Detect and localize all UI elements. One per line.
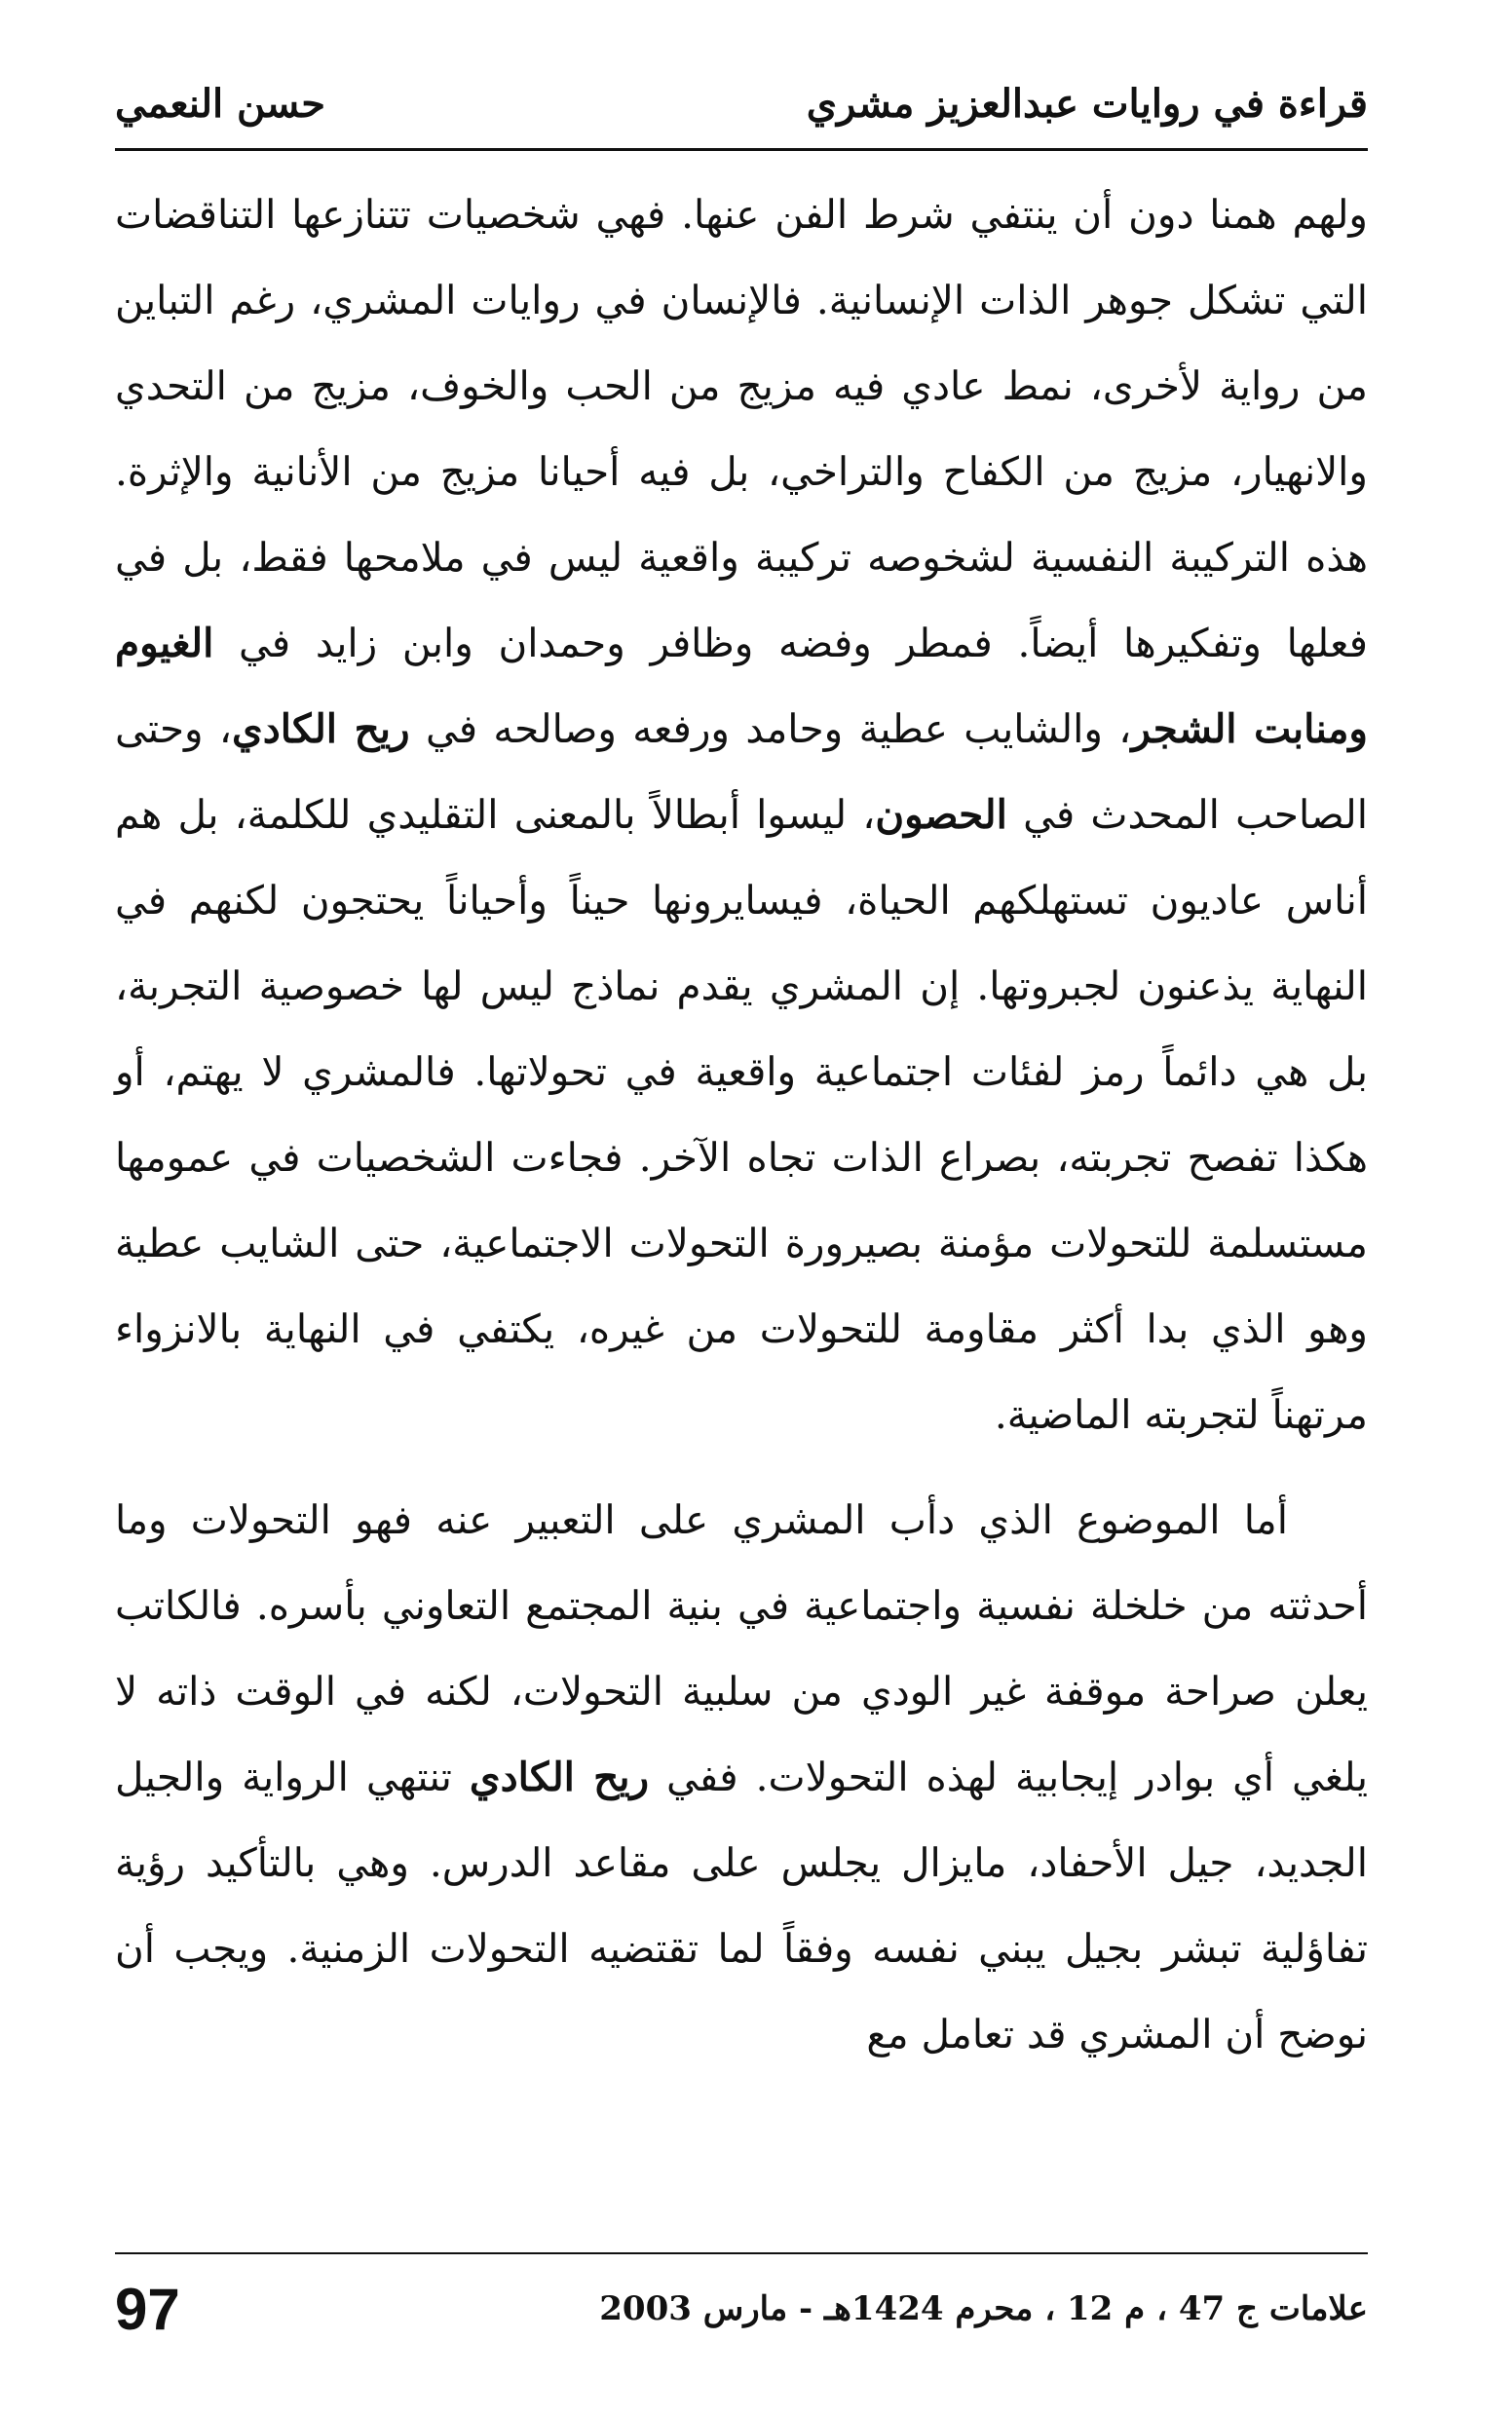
paragraph-1-text-4: ، ليسوا أبطالاً بالمعنى التقليدي للكلمة، بل هم أناس عاديون تستهلكهم الحياة، فيسايرونها حيناً وأحياناً يحتجون لكنهم في النهاية يذعنون لجبروتها. إن المشري يقدم نماذج ليس لها خصوصية التجربة، بل هي دائماً رمز لفئات اجتماعية واقعية في تحولاتها. فالمشري لا يهتم، أو هكذا تفصح تجربته، بصراع الذات تجاه الآخر. فجاءت الشخصيات في عمومها مستسلمة للتحولات مؤمنة بصيرورة التحولات الاجتماعية، حتى الشايب عطية وهو الذي بدا أكثر مقاومة للتحولات من غيره، يكتفي في النهاية بالانزواء مرتهناً لتجربته الماضية. (115, 791, 1368, 1438)
novel-title-ghuyoom: الغيوم ومنابت الشجر (115, 620, 1368, 752)
novel-title-reeh-alkadi: ريح الكادي (232, 705, 410, 752)
paragraph-1 (115, 171, 1368, 1457)
header-title: قراءة في روايات عبدالعزيز مشري (806, 81, 1368, 127)
running-header (115, 60, 1368, 151)
novel-title-alhusoon: الحصون (875, 791, 1007, 838)
paragraph-1-text-3: ، وحتى الصاحب المحدث في (115, 705, 1368, 838)
paragraph-1-text-2: ، والشايب عطية وحامد ورفعه وصالحه في (409, 705, 1132, 752)
journal-citation: علامات ج 47 ، م 12 ، محرم 1424هـ - مارس 2003 (599, 2289, 1368, 2328)
novel-title-reeh-alkadi-2: ريح الكادي (469, 1754, 650, 1800)
paragraph-2-text-2: تنتهي الرواية والجيل الجديد، جيل الأحفاد، مايزال يجلس على مقاعد الدرس. وهي بالتأكيد رؤية تفاؤلية تبشر بجيل يبني نفسه وفقاً لما تقتضيه التحولات الزمنية. ويجب أن نوضح أن المشري قد تعامل مع (115, 1754, 1368, 2057)
article-body (115, 171, 1368, 2077)
paragraph-2-text-1: أما الموضوع الذي دأب المشري على التعبير عنه فهو التحولات وما أحدثته من خلخلة نفسية واجتماعية في بنية المجتمع التعاوني بأسره. فالكاتب يعلن صراحة موقفة غير الودي من سلبية التحولات، لكنه في الوقت ذاته لا يلغي أي بوادر إيجابية لهذه التحولات. ففي (115, 1496, 1368, 1800)
paragraph-2 (115, 1477, 1368, 2077)
page-footer (115, 2252, 1368, 2363)
paragraph-1-text-1: ولهم همنا دون أن ينتفي شرط الفن عنها. فهي شخصيات تتنازعها التناقضات التي تشكل جوهر الذات الإنسانية. فالإنسان في روايات المشري، رغم التباين من رواية لأخرى، نمط عادي فيه مزيج من الحب والخوف، مزيج من التحدي والانهيار، مزيج من الكفاح والتراخي، بل فيه أحيانا مزيج من الأنانية والإثرة. هذه التركيبة النفسية لشخوصه تركيبة واقعية ليس في ملامحها فقط، بل في فعلها وتفكيرها أيضاً. فمطر وفضه وظافر وحمدان وابن زايد في (115, 191, 1368, 666)
header-author: حسن النعمي (115, 81, 325, 127)
page-number: 97 (115, 2276, 180, 2342)
